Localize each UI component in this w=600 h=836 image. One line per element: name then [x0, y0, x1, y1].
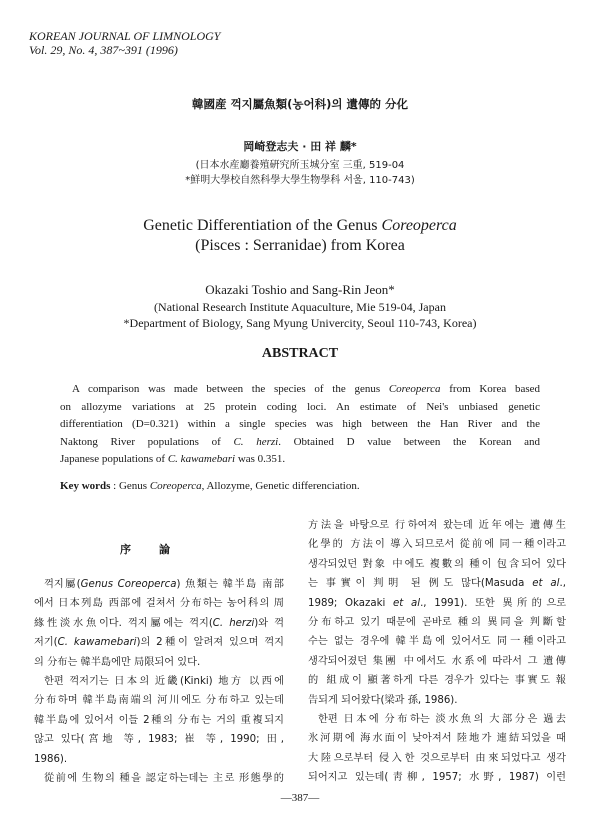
text-line: 의 分布는 韓半島에만 局限되어 있다.	[34, 656, 201, 668]
abstract-line: Japanese populations of C. kawamebari was 0.351.	[60, 453, 286, 466]
text-line: 생각되어졌던 集團 中에서도 水系에 따라서 그 遺傳	[308, 655, 566, 667]
text-line: 從前에 生物의 種을 認定하는데는 主로 形態學的	[44, 772, 284, 784]
keywords-label: Key words	[60, 480, 111, 492]
abstract-line: A comparison was made between the species of the genus Coreoperca from Korea based	[72, 383, 540, 395]
text-line: 1989; Okazaki et al., 1991). 또한 異所的으로	[308, 597, 566, 609]
text-line: 分布하며 韓半島南端의 河川에도 分布하고 있는데	[34, 695, 284, 707]
english-title-line-1: Genetic Differentiation of the Genus Coreoperca	[143, 217, 457, 234]
text-line: 저기(C. kawamebari)의 2種이 알려져 있으며 꺽지	[34, 637, 284, 649]
journal-name: KOREAN JOURNAL OF LIMNOLOGY	[29, 29, 221, 43]
journal-header	[29, 29, 220, 57]
abstract-body	[60, 381, 540, 469]
english-authors: Okazaki Toshio and Sang-Rin Jeon*	[205, 282, 395, 297]
abstract-heading: ABSTRACT	[261, 346, 339, 361]
journal-volume: Vol. 29, No. 4, 387~391 (1996)	[29, 43, 178, 57]
page-number: —387—	[280, 792, 320, 804]
english-affiliation-1: (National Research Institute Aquaculture, Mie 519-04, Japan	[154, 300, 446, 314]
text-line: 的 組成이 顯著하게 다른 경우가 있다는 事實도 報	[308, 675, 566, 687]
section-heading-introduction: 序論	[120, 543, 198, 556]
korean-title: 韓國産 꺽지屬魚類(농어科)의 遺傳的 分化	[191, 97, 409, 111]
text-line: 大陸으로부터 侵入한 것으로부터 由來되었다고 생각	[308, 752, 566, 764]
text-line: 緣性淡水魚이다. 꺽지屬에는 꺽지(C. herzi)와 꺽	[34, 617, 284, 629]
text-line: 韓半島에 있어서 이들 2種의 分布는 거의 重複되지	[34, 714, 284, 726]
english-title-line-2: (Pisces : Serranidae) from Korea	[195, 237, 405, 254]
text-line: 꺽지屬(Genus Coreoperca) 魚類는 韓半島 南部	[44, 579, 284, 590]
korean-authors: 岡崎登志夫 · 田 祥 麟*	[243, 140, 357, 153]
genus-name: Coreoperca	[381, 217, 457, 234]
korean-affiliation-2: *鮮明大學校自然科學大學生物學科 서울, 110-743)	[185, 175, 415, 186]
text-line: 한편 꺽저기는 日本의 近畿(Kinki) 地方 以西에	[44, 675, 284, 687]
text-line: 한편 日本에 分布하는 淡水魚의 大部分은 過去	[318, 713, 566, 725]
abstract-line: differentiation (D=0.321) within a single species was high between the Han River and the	[60, 418, 540, 431]
text-line: 되어지고 있는데(靑柳, 1957; 水野, 1987) 이런	[308, 772, 566, 784]
abstract-line: on allozyme variations at 25 protein coding loci. An estimate of Nei's unbiased genetic	[60, 400, 540, 413]
text-line: 생각되었던 對象 中에도 複數의 種이 包含되어 있다	[308, 558, 566, 570]
text-line: 分布하고 있기 때문에 곧바로 種의 異同을 判斷할	[308, 616, 566, 628]
text-line: 1986).	[34, 753, 68, 765]
text-line: 氷河期에 海水面이 낮아져서 陸地가 連結되었을 때	[308, 733, 566, 745]
keywords: Key words : Genus Coreoperca, Allozyme, Genetic differenciation.	[60, 480, 360, 492]
text-line: 수는 없는 경우에 韓半島에 있어서도 同一種이라고	[308, 636, 566, 648]
left-column	[34, 575, 284, 788]
text-line: 않고 있다(宮地 等, 1983; 崔 等, 1990; 田,	[34, 734, 284, 746]
text-line: 는 事實이 判明 된 例도 많다(Masuda et al.,	[308, 578, 566, 590]
english-affiliation-2: *Department of Biology, Sang Myung Univercity, Seoul 110-743, Korea)	[123, 316, 477, 330]
text-line: 方法을 바탕으로 行하여져 왔는데 近年에는 遺傳生	[308, 520, 566, 531]
text-line: 化學的 方法이 導入되므로서 從前에 同一種이라고	[308, 539, 566, 551]
right-column	[308, 516, 566, 787]
text-line: 에서 日本列島 西部에 걸쳐서 分布하는 농어科의 周	[34, 598, 284, 610]
abstract-line: Naktong River populations of C. herzi. Obtained D value between the Korean and	[60, 435, 540, 448]
text-line: 告되게 되어왔다(梁과 孫, 1986).	[308, 694, 458, 706]
korean-affiliation-1: (日本水産廳養殖硏究所玉城分室 三重, 519-04	[195, 160, 405, 171]
